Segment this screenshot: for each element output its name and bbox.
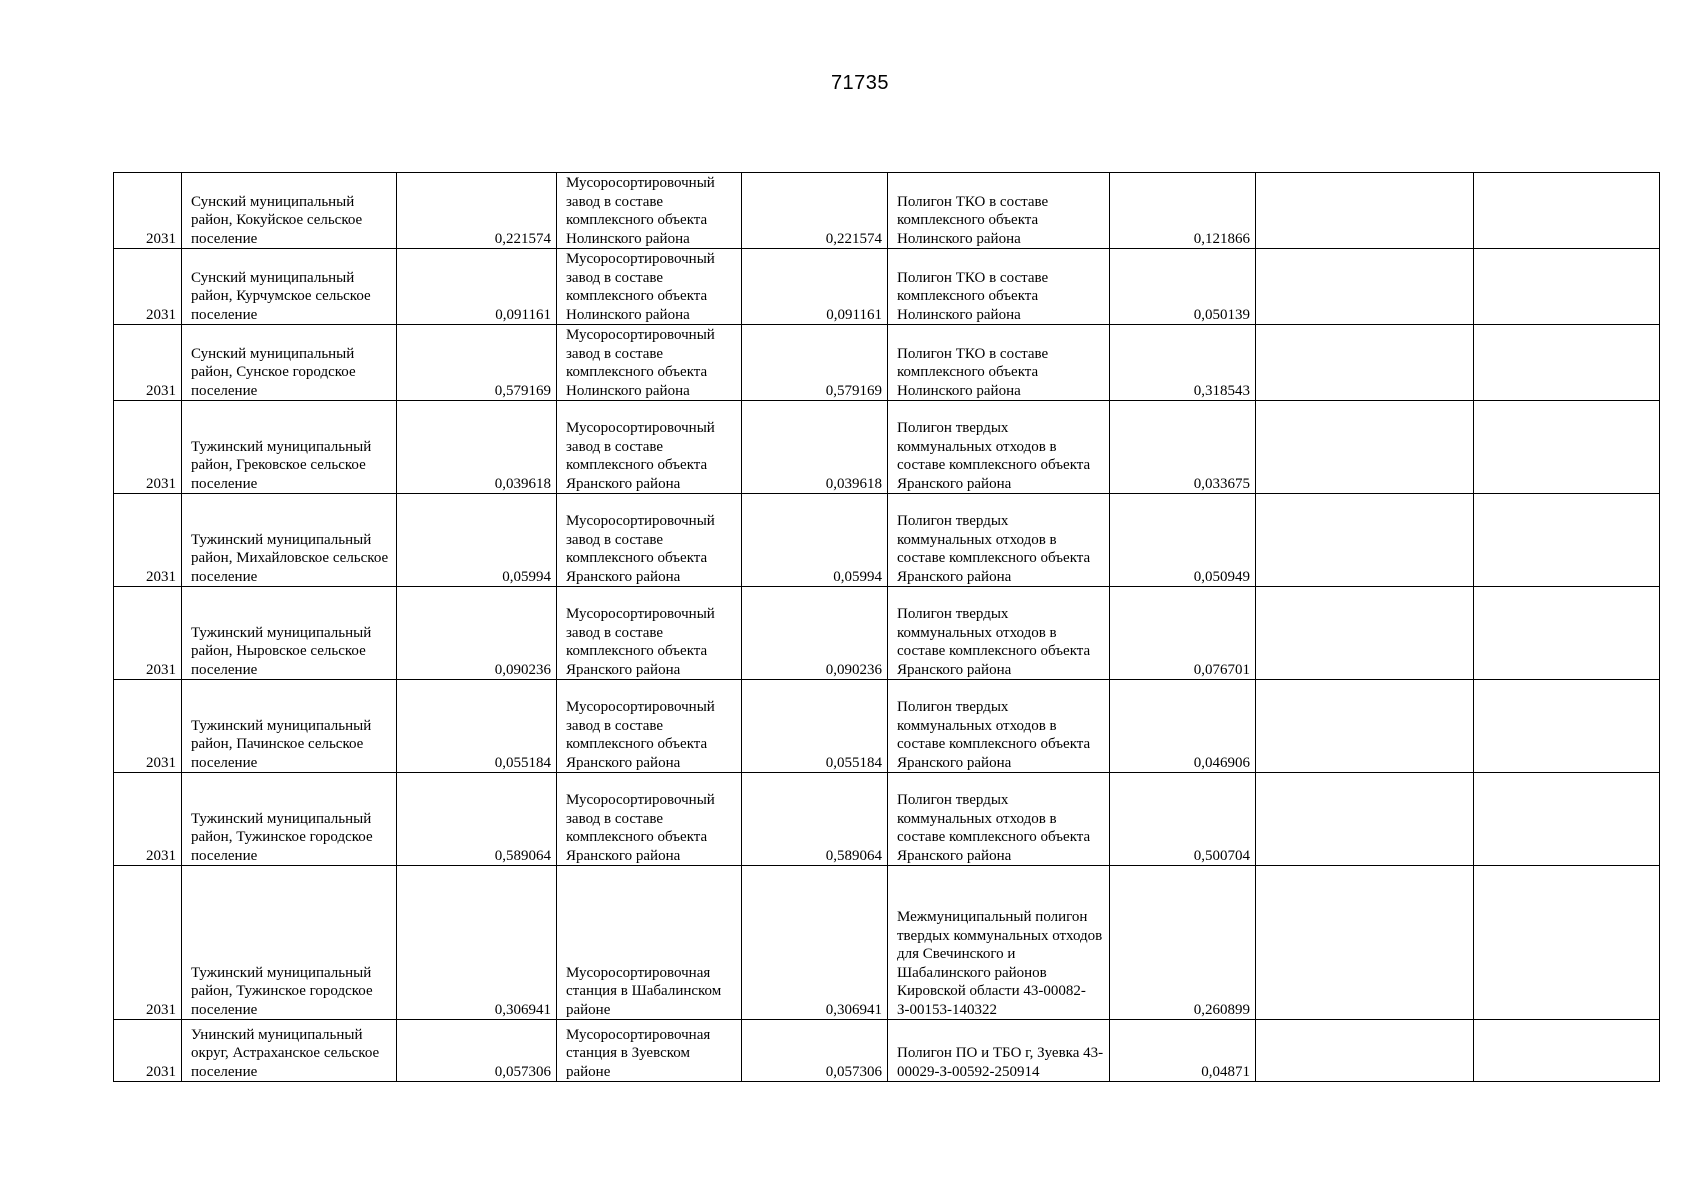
sorting-volume-cell: 0,057306 [742,1020,888,1082]
extra-cell-1 [1256,773,1474,866]
municipality-cell: Сунский муниципальный район, Курчумское сельское поселение [182,249,397,325]
table-row [114,249,1660,325]
table-row [114,1020,1660,1082]
sorting-volume-cell: 0,221574 [742,173,888,249]
year-cell: 2031 [114,680,182,773]
volume-cell: 0,589064 [397,773,557,866]
volume-cell: 0,306941 [397,866,557,1020]
table-row [114,773,1660,866]
municipality-cell: Тужинский муниципальный район, Грековское сельское поселение [182,401,397,494]
landfill-cell: Полигон ТКО в составе комплексного объекта Нолинского района [888,325,1110,401]
landfill-volume-cell: 0,050949 [1110,494,1256,587]
sorting-facility-cell: Мусоросортировочный завод в составе комплексного объекта Нолинского района [557,325,742,401]
sorting-volume-cell: 0,306941 [742,866,888,1020]
landfill-cell: Полигон ТКО в составе комплексного объекта Нолинского района [888,173,1110,249]
extra-cell-2 [1474,866,1660,1020]
year-cell: 2031 [114,401,182,494]
sorting-facility-cell: Мусоросортировочный завод в составе комплексного объекта Яранского района [557,587,742,680]
table-row [114,325,1660,401]
landfill-volume-cell: 0,121866 [1110,173,1256,249]
volume-cell: 0,091161 [397,249,557,325]
sorting-volume-cell: 0,090236 [742,587,888,680]
sorting-facility-cell: Мусоросортировочный завод в составе комплексного объекта Яранского района [557,494,742,587]
extra-cell-1 [1256,401,1474,494]
municipality-cell: Тужинский муниципальный район, Михайловское сельское поселение [182,494,397,587]
table-body [114,173,1660,1082]
landfill-volume-cell: 0,260899 [1110,866,1256,1020]
table-row [114,866,1660,1020]
volume-cell: 0,057306 [397,1020,557,1082]
landfill-volume-cell: 0,318543 [1110,325,1256,401]
municipality-cell: Сунский муниципальный район, Кокуйское сельское поселение [182,173,397,249]
landfill-cell: Полигон ПО и ТБО г, Зуевка 43-00029-З-00592-250914 [888,1020,1110,1082]
volume-cell: 0,05994 [397,494,557,587]
table-row [114,680,1660,773]
table-row [114,587,1660,680]
extra-cell-2 [1474,680,1660,773]
table-row [114,173,1660,249]
extra-cell-1 [1256,1020,1474,1082]
municipality-cell: Тужинский муниципальный район, Тужинское городское поселение [182,773,397,866]
extra-cell-2 [1474,773,1660,866]
landfill-cell: Межмуниципальный полигон твердых коммунальных отходов для Свечинского и Шабалинского районов Кировской области 43-00082-З-00153-140322 [888,866,1110,1020]
waste-flow-table [113,172,1660,1082]
sorting-facility-cell: Мусоросортировочный завод в составе комплексного объекта Яранского района [557,401,742,494]
volume-cell: 0,090236 [397,587,557,680]
extra-cell-2 [1474,173,1660,249]
year-cell: 2031 [114,249,182,325]
extra-cell-2 [1474,325,1660,401]
year-cell: 2031 [114,587,182,680]
extra-cell-1 [1256,680,1474,773]
table-row [114,401,1660,494]
year-cell: 2031 [114,773,182,866]
sorting-facility-cell: Мусоросортировочная станция в Зуевском районе [557,1020,742,1082]
year-cell: 2031 [114,173,182,249]
landfill-volume-cell: 0,046906 [1110,680,1256,773]
extra-cell-1 [1256,866,1474,1020]
sorting-facility-cell: Мусоросортировочный завод в составе комплексного объекта Яранского района [557,680,742,773]
landfill-cell: Полигон твердых коммунальных отходов в составе комплексного объекта Яранского района [888,494,1110,587]
sorting-volume-cell: 0,091161 [742,249,888,325]
municipality-cell: Унинский муниципальный округ, Астраханское сельское поселение [182,1020,397,1082]
landfill-volume-cell: 0,076701 [1110,587,1256,680]
year-cell: 2031 [114,325,182,401]
extra-cell-1 [1256,249,1474,325]
sorting-volume-cell: 0,05994 [742,494,888,587]
sorting-volume-cell: 0,579169 [742,325,888,401]
volume-cell: 0,039618 [397,401,557,494]
landfill-volume-cell: 0,04871 [1110,1020,1256,1082]
volume-cell: 0,579169 [397,325,557,401]
extra-cell-1 [1256,494,1474,587]
municipality-cell: Тужинский муниципальный район, Тужинское городское поселение [182,866,397,1020]
sorting-facility-cell: Мусоросортировочный завод в составе комплексного объекта Нолинского района [557,173,742,249]
page-number: 71735 [830,72,890,94]
extra-cell-2 [1474,494,1660,587]
landfill-volume-cell: 0,033675 [1110,401,1256,494]
municipality-cell: Тужинский муниципальный район, Пачинское сельское поселение [182,680,397,773]
extra-cell-2 [1474,1020,1660,1082]
extra-cell-2 [1474,249,1660,325]
year-cell: 2031 [114,1020,182,1082]
extra-cell-1 [1256,173,1474,249]
landfill-cell: Полигон твердых коммунальных отходов в составе комплексного объекта Яранского района [888,773,1110,866]
landfill-volume-cell: 0,500704 [1110,773,1256,866]
landfill-cell: Полигон ТКО в составе комплексного объекта Нолинского района [888,249,1110,325]
sorting-volume-cell: 0,055184 [742,680,888,773]
extra-cell-2 [1474,587,1660,680]
table-row [114,494,1660,587]
extra-cell-2 [1474,401,1660,494]
sorting-facility-cell: Мусоросортировочный завод в составе комплексного объекта Яранского района [557,773,742,866]
municipality-cell: Сунский муниципальный район, Сунское городское поселение [182,325,397,401]
landfill-cell: Полигон твердых коммунальных отходов в составе комплексного объекта Яранского района [888,587,1110,680]
landfill-cell: Полигон твердых коммунальных отходов в составе комплексного объекта Яранского района [888,680,1110,773]
landfill-cell: Полигон твердых коммунальных отходов в составе комплексного объекта Яранского района [888,401,1110,494]
volume-cell: 0,055184 [397,680,557,773]
sorting-facility-cell: Мусоросортировочный завод в составе комплексного объекта Нолинского района [557,249,742,325]
municipality-cell: Тужинский муниципальный район, Ныровское сельское поселение [182,587,397,680]
volume-cell: 0,221574 [397,173,557,249]
landfill-volume-cell: 0,050139 [1110,249,1256,325]
sorting-volume-cell: 0,039618 [742,401,888,494]
year-cell: 2031 [114,866,182,1020]
sorting-volume-cell: 0,589064 [742,773,888,866]
year-cell: 2031 [114,494,182,587]
sorting-facility-cell: Мусоросортировочная станция в Шабалинском районе [557,866,742,1020]
extra-cell-1 [1256,325,1474,401]
extra-cell-1 [1256,587,1474,680]
